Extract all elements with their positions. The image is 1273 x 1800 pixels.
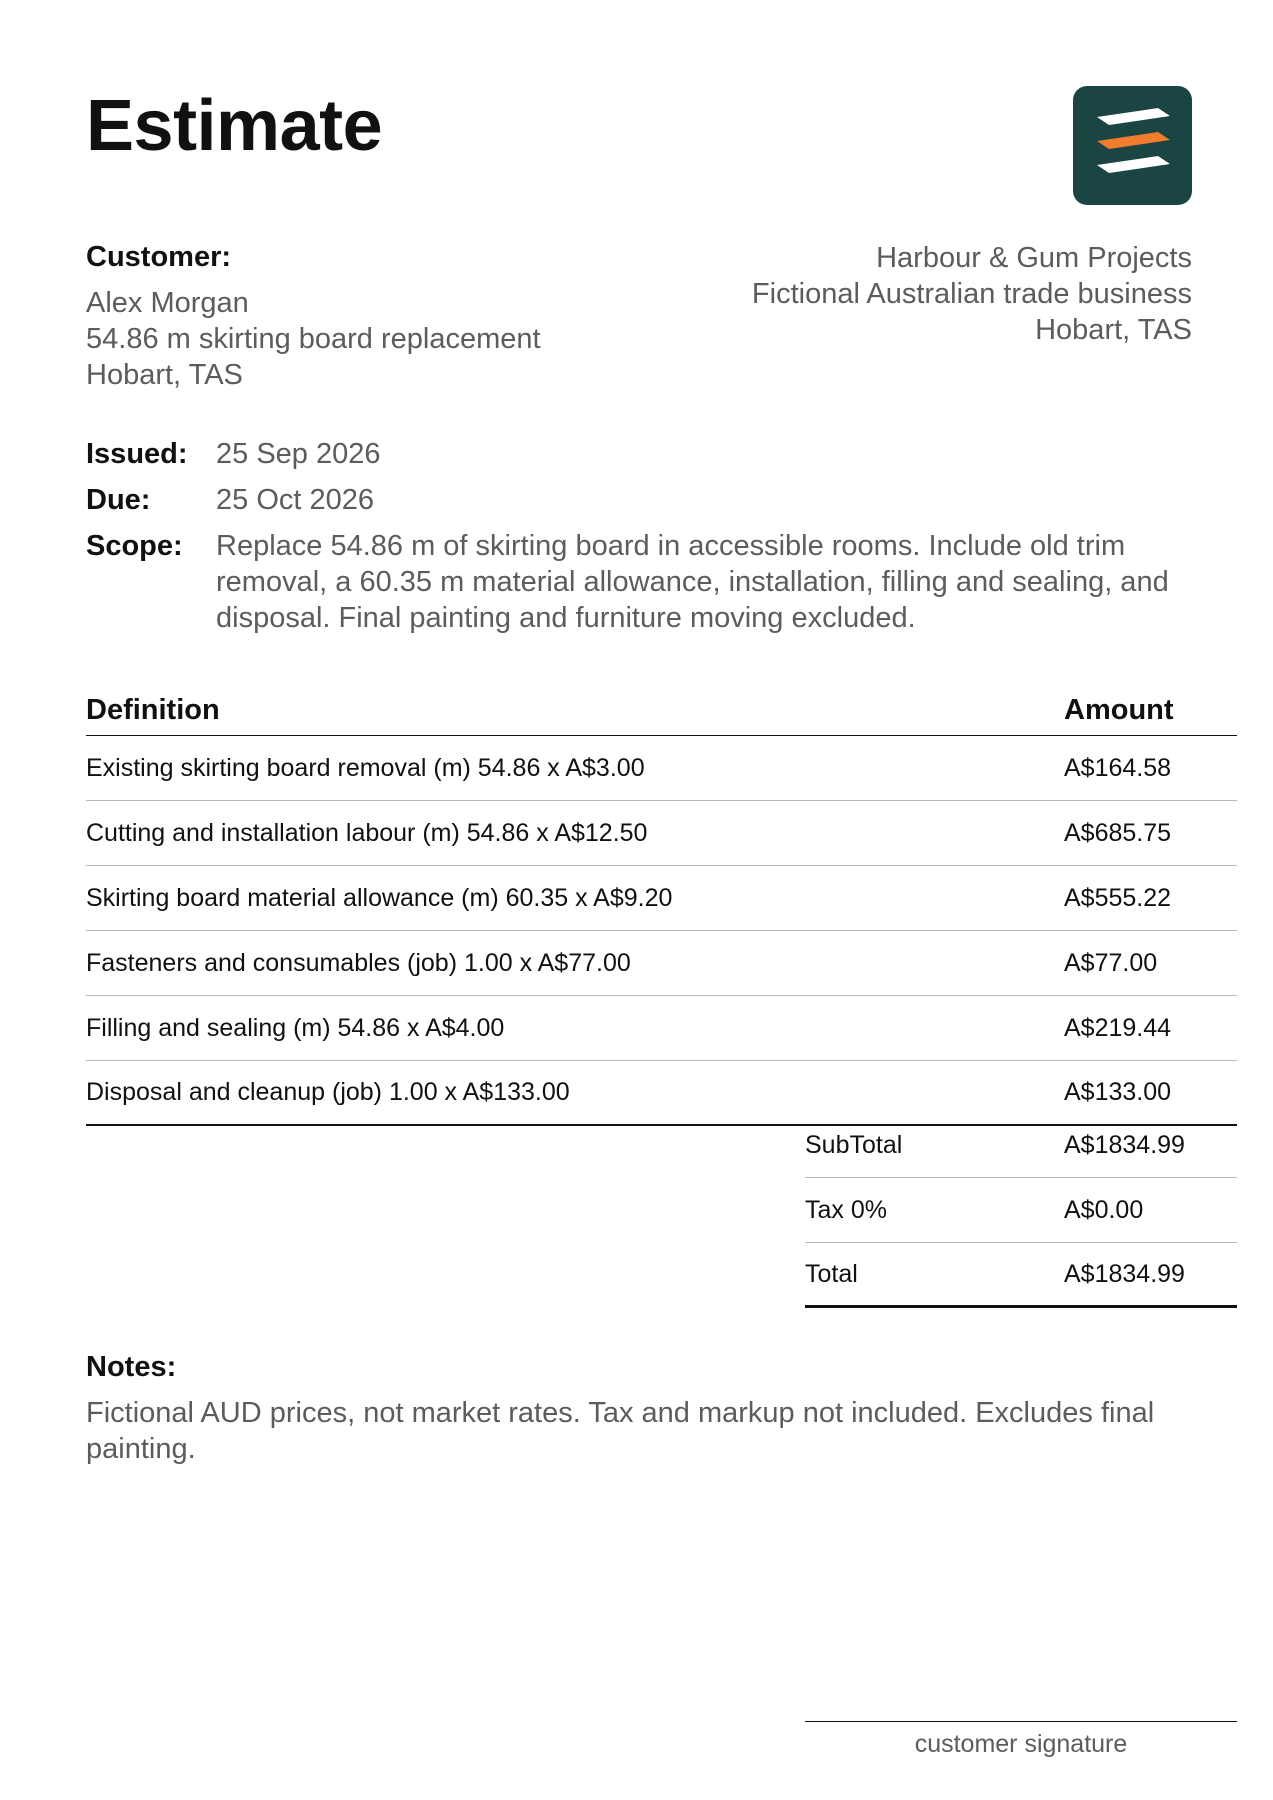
customer-job: 54.86 m skirting board replacement (86, 323, 541, 355)
row-amount: A$555.22 (1064, 883, 1172, 912)
table-row (86, 996, 1237, 1061)
customer-heading: Customer: (86, 241, 232, 273)
subtotal-row (805, 1113, 1237, 1178)
customer-details (86, 285, 541, 393)
total-label: Total (805, 1259, 858, 1288)
scope-value: Replace 54.86 m of skirting board in accessible rooms. Include old trim removal, a 60.35 m material allowance, installation, filling and sealing, and disposal. Final painting and furniture moving excluded. (216, 530, 1169, 634)
tax-row (805, 1178, 1237, 1243)
row-definition: Cutting and installation labour (m) 54.86 x A$12.50 (86, 818, 648, 847)
signature-line (805, 1721, 1237, 1722)
customer-name: Alex Morgan (86, 287, 249, 319)
row-definition: Fasteners and consumables (job) 1.00 x A$77.00 (86, 948, 631, 977)
tax-value: A$0.00 (1064, 1195, 1144, 1224)
row-amount: A$685.75 (1064, 818, 1172, 847)
table-row (86, 931, 1237, 996)
subtotal-label: SubTotal (805, 1130, 903, 1159)
issued-value: 25 Sep 2026 (216, 438, 381, 470)
due-row (86, 482, 1206, 518)
due-label: Due: (86, 484, 151, 516)
line-items-table (86, 688, 1237, 1126)
row-definition: Disposal and cleanup (job) 1.00 x A$133.00 (86, 1078, 570, 1106)
totals-table (805, 1113, 1237, 1308)
scope-label: Scope: (86, 530, 183, 562)
issued-row (86, 436, 1206, 472)
row-definition: Filling and sealing (m) 54.86 x A$4.00 (86, 1013, 505, 1042)
signature-label: customer signature (914, 1730, 1128, 1758)
table-row (86, 736, 1237, 801)
row-amount: A$219.44 (1064, 1013, 1172, 1042)
notes-heading: Notes: (86, 1351, 177, 1383)
customer-location: Hobart, TAS (86, 359, 243, 391)
total-value: A$1834.99 (1064, 1259, 1185, 1288)
table-row (86, 801, 1237, 866)
amount-header: Amount (1064, 694, 1174, 726)
notes-body: Fictional AUD prices, not market rates. Tax and markup not included. Excludes final painting. (86, 1397, 1155, 1465)
company-location: Hobart, TAS (1035, 314, 1192, 346)
row-amount: A$164.58 (1064, 753, 1172, 782)
stacked-boards-logo-icon (1073, 86, 1192, 205)
due-value: 25 Oct 2026 (216, 484, 374, 516)
row-definition: Existing skirting board removal (m) 54.86 x A$3.00 (86, 753, 645, 782)
estimate-meta (86, 436, 1206, 646)
company-details (752, 240, 1192, 348)
tax-label: Tax 0% (805, 1195, 887, 1224)
issued-label: Issued: (86, 438, 188, 470)
scope-row (86, 528, 1206, 636)
subtotal-value: A$1834.99 (1064, 1130, 1185, 1159)
company-description: Fictional Australian trade business (751, 278, 1192, 310)
row-amount: A$77.00 (1064, 948, 1158, 977)
table-header (86, 688, 1237, 736)
table-row (86, 866, 1237, 931)
definition-header: Definition (86, 694, 220, 726)
row-amount: A$133.00 (1064, 1078, 1172, 1106)
company-name: Harbour & Gum Projects (876, 242, 1192, 274)
row-definition: Skirting board material allowance (m) 60.35 x A$9.20 (86, 883, 673, 912)
page-title: Estimate (86, 86, 383, 166)
total-row (805, 1243, 1237, 1308)
